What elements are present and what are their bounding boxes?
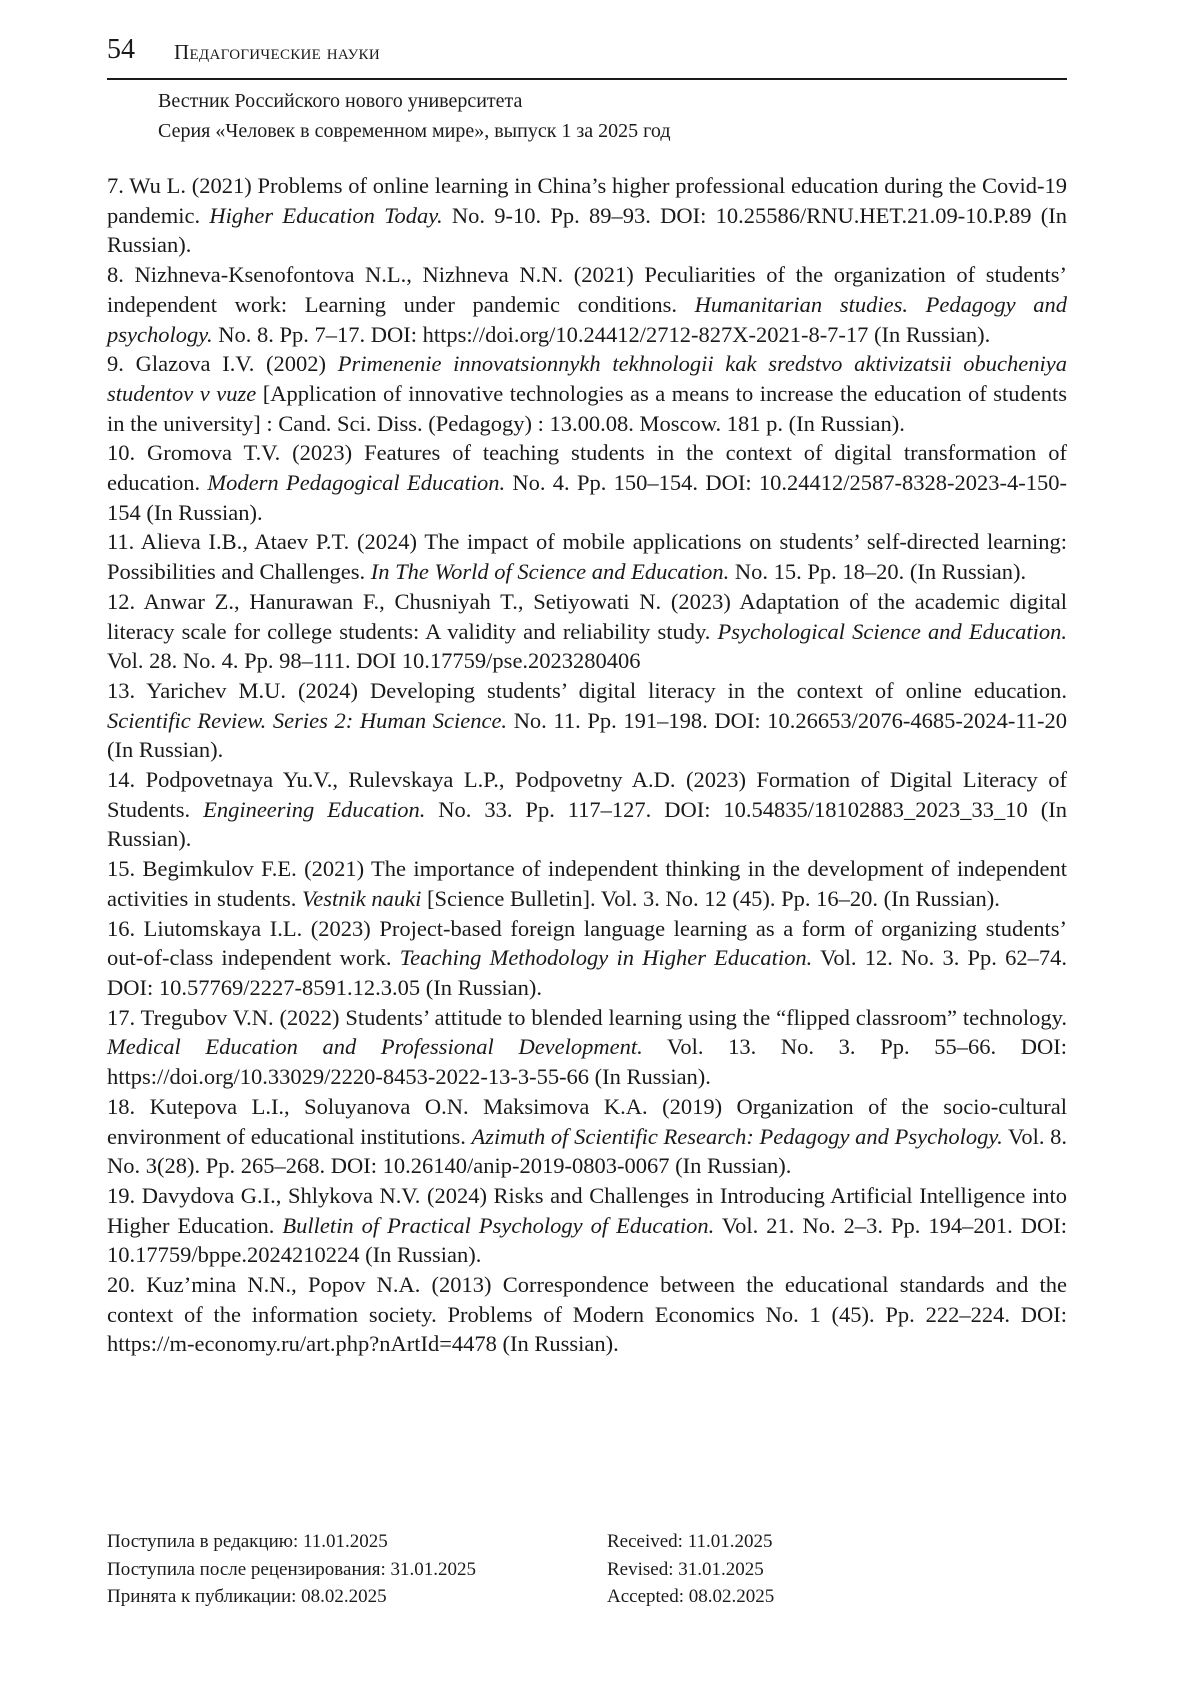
- reference-text: 9. Glazova I.V. (2002): [107, 351, 338, 377]
- accepted-date-en: Accepted: 08.02.2025: [607, 1586, 775, 1607]
- reference-item: [107, 914, 1067, 1003]
- reference-source: Humanitarian studies. Pedagogy and psychology.: [107, 291, 1067, 347]
- reference-source: Bulletin of Practical Psychology of Education.: [282, 1212, 715, 1238]
- reference-item: [107, 854, 1067, 913]
- reference-source: Psychological Science and Education.: [717, 618, 1067, 644]
- reference-text: 11. Alieva I.B., Ataev P.T. (2024) The impact of mobile applications on students’ self-directed learning: Possibilities and Challenges.: [107, 529, 1067, 585]
- reference-list: [107, 171, 1067, 1359]
- revised-date-en: Revised: 31.01.2025: [607, 1558, 764, 1580]
- reference-source: Scientific Review. Series 2: Human Science.: [107, 707, 508, 733]
- reference-source: In The World of Science and Education.: [370, 559, 730, 585]
- reference-source: Higher Education Today.: [209, 202, 443, 228]
- page-header: [107, 30, 1067, 80]
- reference-text: 12. Anwar Z., Hanurawan F., Chusniyah T., Setiyowati N. (2023) Adaptation of the academic digital literacy scale for college students: A validity and reliability study.: [107, 588, 1067, 644]
- reference-text: 8. Nizhneva-Ksenofontova N.L., Nizhneva N.N. (2021) Peculiarities of the organization of students’ independent work: Learning under pandemic conditions.: [107, 262, 1067, 317]
- reference-item: [107, 438, 1067, 527]
- reference-item: [107, 171, 1067, 260]
- reference-details: Vol. 12. No. 3. Pp. 62–74. DOI: 10.57769/2227-8591.12.3.05 (In Russian).: [107, 945, 1067, 1000]
- reference-text: 18. Kutepova L.I., Soluyanova O.N. Maksimova K.A. (2019) Organization of the socio-cultural environment of educational institutions.: [107, 1093, 1067, 1149]
- reference-text: 19. Davydova G.I., Shlykova N.V. (2024) Risks and Challenges in Introducing Artificial Intelligence into Higher Education.: [107, 1182, 1067, 1238]
- reference-source: Primenenie innovatsionnykh tekhnologii kak sredstvo aktivizatsii obucheniya studentov v vuze: [107, 351, 1067, 406]
- reference-text: 14. Podpovetnaya Yu.V., Rulevskaya L.P., Podpovetny A.D. (2023) Formation of Digital Literacy of Students.: [107, 767, 1067, 822]
- reference-item: [107, 260, 1067, 349]
- reference-details: Vol. 21. No. 2–3. Pp. 194–201. DOI: 10.17759/bppe.2024210224 (In Russian).: [107, 1212, 1068, 1268]
- reference-text: 10. Gromova T.V. (2023) Features of teaching students in the context of digital transformation of education.: [107, 440, 1067, 496]
- reference-details: Vol. 28. No. 4. Pp. 98–111. DOI 10.17759/pse.2023280406: [107, 648, 641, 674]
- revised-date-ru: Поступила после рецензирования: 31.01.2025: [107, 1558, 477, 1580]
- reference-item: [107, 676, 1067, 765]
- reference-text: 7. Wu L. (2021) Problems of online learning in China’s higher professional education during the Covid-19 pandemic.: [107, 173, 1067, 228]
- received-date-en: Received: 11.01.2025: [607, 1531, 773, 1552]
- reference-source: Teaching Methodology in Higher Education.: [399, 945, 813, 971]
- reference-details: No. 11. Pp. 191–198. DOI: 10.26653/2076-4685-2024-11-20 (In Russian).: [107, 707, 1067, 763]
- reference-item: [107, 1092, 1067, 1181]
- reference-details: [Science Bulletin]. Vol. 3. No. 12 (45). Pp. 16–20. (In Russian).: [421, 885, 1000, 911]
- reference-source: Azimuth of Scientific Research: Pedagogy and Psychology.: [471, 1123, 1003, 1149]
- journal-info: [158, 86, 671, 146]
- journal-name: Вестник Российского нового университета: [158, 90, 523, 112]
- reference-item: [107, 1181, 1067, 1270]
- reference-details: No. 4. Pp. 150–154. DOI: 10.24412/2587-8328-2023-4-150-154 (In Russian).: [107, 470, 1067, 525]
- reference-details: Vol. 13. No. 3. Pp. 55–66. DOI: https://doi.org/10.33029/2220-8453-2022-13-3-55-66 (In Russian).: [107, 1034, 1067, 1090]
- reference-item: [107, 1003, 1067, 1092]
- reference-text: 20. Kuz’mina N.N., Popov N.A. (2013) Correspondence between the educational standards and the context of the information society. Problems of Modern Economics No. 1 (45). Pp. 222–224. DOI: https://m-economy.ru/art.php?nArtId=4478 (In Russian).: [107, 1272, 1067, 1357]
- accepted-date-ru: Принята к публикации: 08.02.2025: [107, 1586, 387, 1607]
- journal-series: Серия «Человек в современном мире», выпуск 1 за 2025 год: [158, 120, 671, 142]
- reference-source: Vestnik nauki: [301, 885, 422, 911]
- reference-item: [107, 765, 1067, 854]
- reference-details: No. 15. Pp. 18–20. (In Russian).: [729, 559, 1027, 585]
- reference-text: 13. Yarichev M.U. (2024) Developing students’ digital literacy in the context of online education.: [107, 677, 1067, 703]
- reference-item: [107, 1270, 1067, 1359]
- reference-details: No. 8. Pp. 7–17. DOI: https://doi.org/10.24412/2712-827X-2021-8-7-17 (In Russian).: [212, 321, 991, 347]
- reference-item: [107, 527, 1067, 586]
- reference-item: [107, 349, 1067, 438]
- reference-text: 17. Tregubov V.N. (2022) Students’ attitude to blended learning using the “flipped classroom” technology.: [107, 1004, 1067, 1030]
- reference-source: Modern Pedagogical Education.: [207, 470, 506, 496]
- received-date-ru: Поступила в редакцию: 11.01.2025: [107, 1531, 388, 1552]
- reference-details: No. 33. Pp. 117–127. DOI: 10.54835/18102883_2023_33_10 (In Russian).: [107, 796, 1067, 852]
- page-number: 54: [107, 34, 135, 65]
- section-title: Педагогические науки: [174, 40, 380, 64]
- reference-details: No. 9-10. Pp. 89–93. DOI: 10.25586/RNU.HET.21.09-10.P.89 (In Russian).: [107, 202, 1067, 258]
- reference-details: Vol. 8. No. 3(28). Pp. 265–268. DOI: 10.26140/anip-2019-0803-0067 (In Russian).: [107, 1123, 1067, 1179]
- reference-text: 16. Liutomskaya I.L. (2023) Project-based foreign language learning as a form of organizing students’ out-of-class independent work.: [107, 915, 1067, 971]
- reference-source: Engineering Education.: [203, 796, 426, 822]
- reference-source: Medical Education and Professional Development.: [107, 1034, 643, 1060]
- reference-text: 15. Begimkulov F.E. (2021) The importance of independent thinking in the development of independent activities in students.: [107, 856, 1067, 911]
- reference-item: [107, 587, 1067, 676]
- reference-details: [Application of innovative technologies as a means to increase the education of students in the university] : Cand. Sci. Diss. (Pedagogy) : 13.00.08. Moscow. 181 p. (In Russian).: [107, 380, 1068, 436]
